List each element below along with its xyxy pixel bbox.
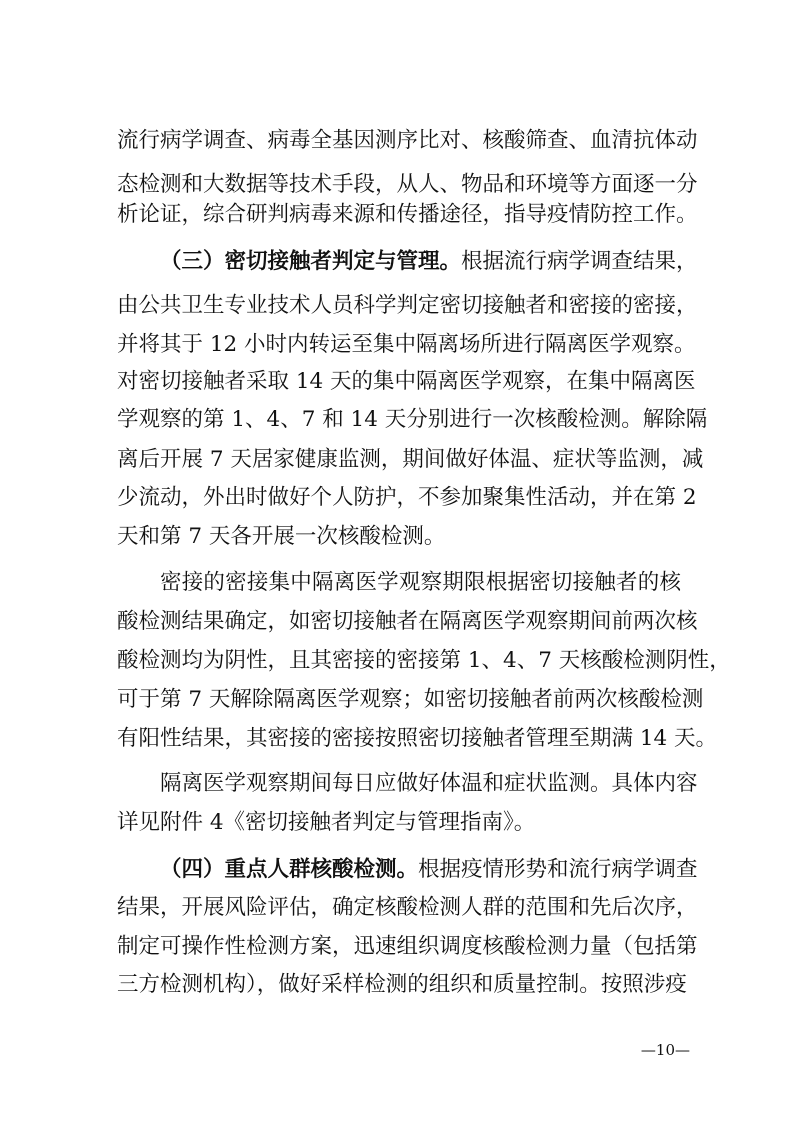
text-line: 隔离医学观察期间每日应做好体温和症状监测。具体内容 xyxy=(160,771,698,796)
text-line: 析论证，综合研判病毒来源和传播途径，指导疫情防控工作。 xyxy=(117,202,698,227)
page-number: —10— xyxy=(640,1041,690,1059)
text-line: 有阳性结果，其密接的密接按照密切接触者管理至期满 14 天。 xyxy=(117,726,718,751)
text-segment: 根据流行病学调查结果， xyxy=(461,249,698,274)
text-line: 三方检测机构），做好采样检测的组织和质量控制。按照涉疫 xyxy=(117,972,687,997)
section-heading: （三）密切接触者判定与管理。 xyxy=(160,249,462,274)
text-segment: 根据疫情形势和流行病学调查 xyxy=(418,857,698,882)
text-line: 结果，开展风险评估，确定核酸检测人群的范围和先后次序， xyxy=(117,895,698,920)
text-line: 天和第 7 天各开展一次核酸检测。 xyxy=(117,524,446,549)
text-line: 酸检测均为阴性，且其密接的密接第 1、4、7 天核酸检测阴性， xyxy=(117,648,731,673)
text-line: 离后开展 7 天居家健康监测，期间做好体温、症状等监测，减 xyxy=(117,447,704,472)
text-line: 学观察的第 1、4、7 和 14 天分别进行一次核酸检测。解除隔 xyxy=(117,407,708,432)
text-line: 并将其于 12 小时内转运至集中隔离场所进行隔离医学观察。 xyxy=(117,332,696,357)
section-heading-line xyxy=(160,852,698,888)
text-line: 制定可操作性检测方案，迅速组织调度核酸检测力量（包括第 xyxy=(117,934,698,959)
text-line: 详见附件 4《密切接触者判定与管理指南》。 xyxy=(117,810,536,835)
text-line: 可于第 7 天解除隔离医学观察；如密切接触者前两次核酸检测 xyxy=(117,687,704,712)
text-line: 由公共卫生专业技术人员科学判定密切接触者和密接的密接， xyxy=(117,293,698,318)
section-heading: （四）重点人群核酸检测。 xyxy=(160,857,419,882)
text-line: 密接的密接集中隔离医学观察期限根据密切接触者的核 xyxy=(160,570,681,595)
text-line: 对密切接触者采取 14 天的集中隔离医学观察，在集中隔离医 xyxy=(117,369,696,394)
text-line: 态检测和大数据等技术手段，从人、物品和环境等方面逐一分 xyxy=(117,172,698,197)
text-line: 酸检测结果确定，如密切接触者在隔离医学观察期间前两次核 xyxy=(117,609,698,634)
section-heading-line xyxy=(160,244,698,280)
text-line: 流行病学调查、病毒全基因测序比对、核酸筛查、血清抗体动 xyxy=(117,128,698,153)
text-line: 少流动，外出时做好个人防护，不参加聚集性活动，并在第 2 xyxy=(117,485,697,510)
